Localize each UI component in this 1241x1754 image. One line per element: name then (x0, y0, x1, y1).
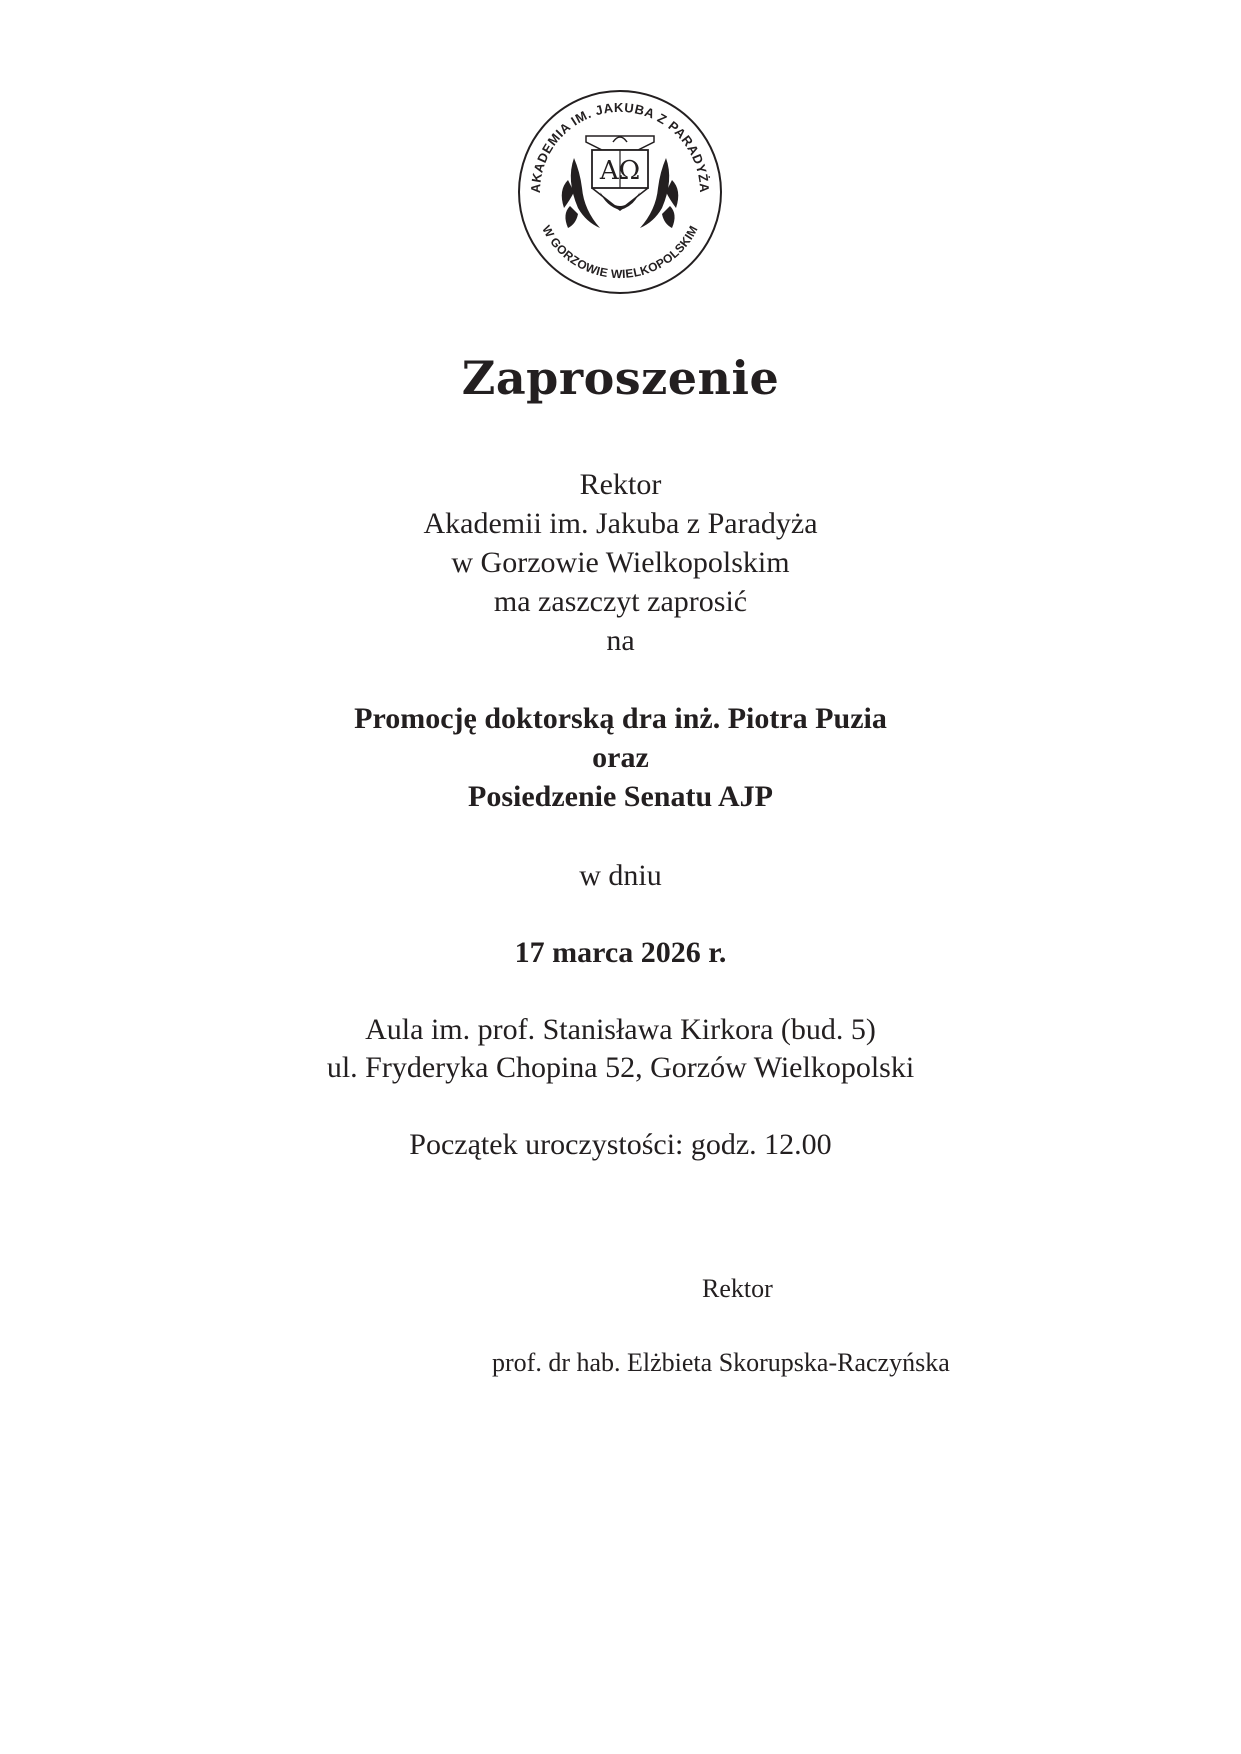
intro-line-na: na (606, 624, 635, 657)
event-line-oraz: oraz (592, 741, 649, 774)
academy-seal-logo (516, 88, 724, 296)
signature-name: prof. dr hab. Elżbieta Skorupska-Raczyńska (492, 1348, 950, 1377)
venue-line-address: ul. Fryderyka Chopina 52, Gorzów Wielkopolski (326, 1051, 915, 1084)
intro-line-invite: ma zaszczyt zaprosić (493, 585, 748, 618)
event-line-senate: Posiedzenie Senatu AJP (468, 780, 773, 813)
page-title: Zaproszenie (461, 351, 780, 405)
svg-text:W GORZOWIE WIELKOPOLSKIM (539, 223, 700, 281)
seal-ring-text-top: AKADEMIA IM. JAKUBA Z PARADYŻA (527, 99, 713, 194)
shield-icon (586, 136, 654, 210)
signature-role: Rektor (702, 1274, 773, 1303)
shield-letters: ΑΩ (599, 156, 641, 186)
start-time: Początek uroczystości: godz. 12.00 (409, 1128, 832, 1161)
seal-ring-text-bottom: W GORZOWIE WIELKOPOLSKIM (539, 223, 701, 282)
intro-line-city: w Gorzowie Wielkopolskim (451, 546, 790, 579)
event-date: 17 marca 2026 r. (514, 936, 727, 969)
venue-line-hall: Aula im. prof. Stanisława Kirkora (bud. 5) (365, 1013, 876, 1046)
intro-line-academy: Akademii im. Jakuba z Paradyża (423, 507, 818, 540)
intro-line-rektor: Rektor (579, 468, 662, 501)
date-intro: w dniu (579, 859, 662, 892)
event-line-promotion: Promocję doktorską dra inż. Piotra Puzia (354, 702, 887, 735)
